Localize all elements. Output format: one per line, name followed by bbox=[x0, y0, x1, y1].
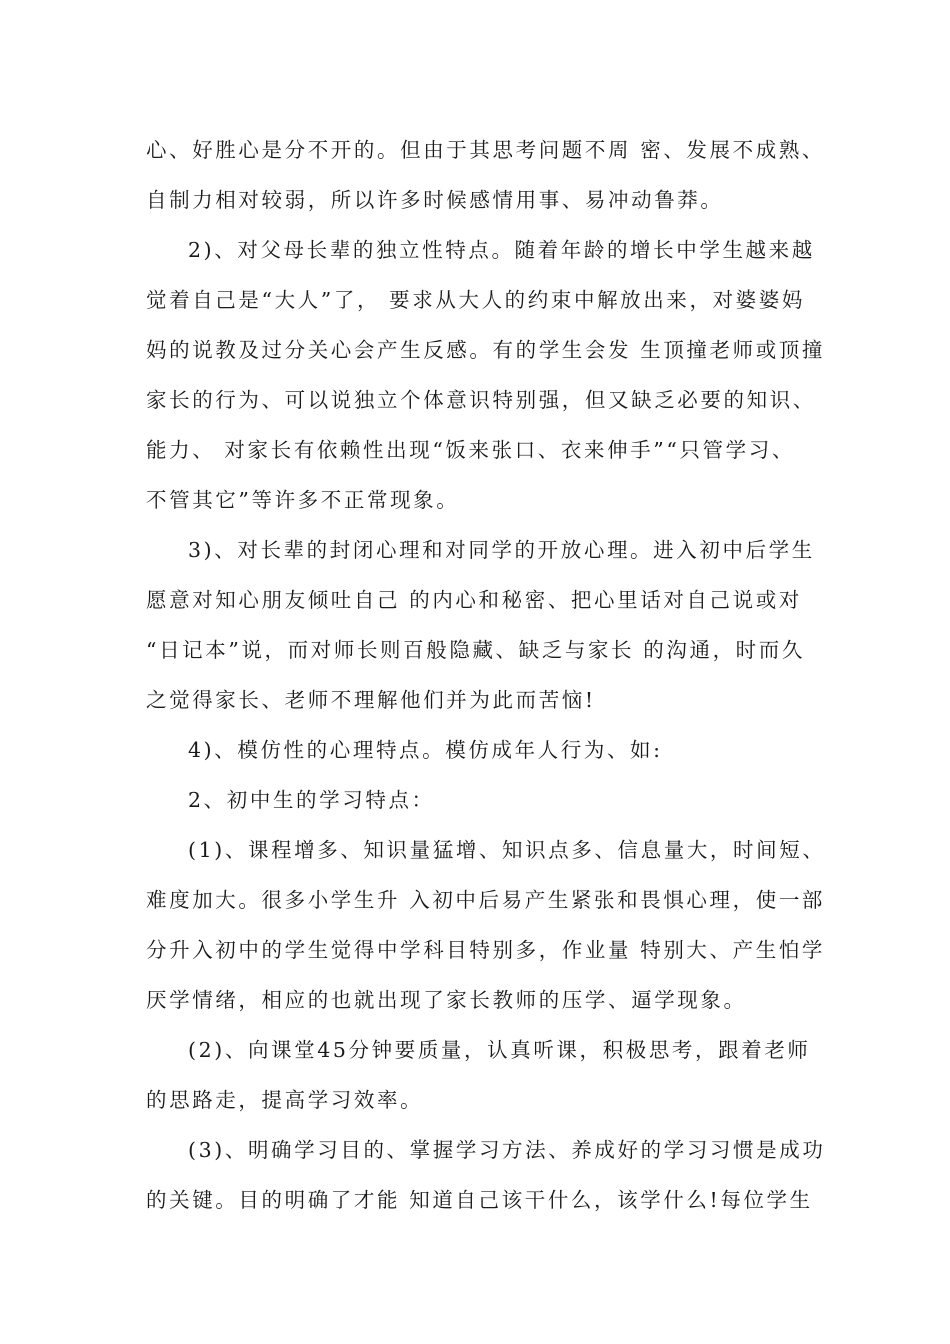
text-line: 不管其它”等许多不正常现象。 bbox=[146, 488, 460, 512]
paragraph-start-line: (3)、明确学习目的、掌握学习方法、养成好的学习习惯是成功 bbox=[188, 1138, 826, 1162]
section-heading: 2、初中生的学习特点： bbox=[188, 788, 435, 812]
paragraph-start-line: 2)、对父母长辈的独立性特点。随着年龄的增长中学生越来越 bbox=[188, 238, 815, 262]
text-line: 心、好胜心是分不开的。但由于其思考问题不周 密、发展不成熟、 bbox=[146, 138, 826, 162]
text-line: 能力、 对家长有依赖性出现“饭来张口、衣来伸手”“只管学习、 bbox=[146, 438, 795, 462]
text-line: 分升入初中的学生觉得中学科目特别多，作业量 特别大、产生怕学 bbox=[146, 938, 826, 962]
paragraph-start-line: (1)、课程增多、知识量猛增、知识点多、信息量大，时间短、 bbox=[188, 838, 826, 862]
text-line: 愿意对知心朋友倾吐自己 的内心和秘密、把心里话对自己说或对 bbox=[146, 588, 802, 612]
paragraph-start-line: 4)、模仿性的心理特点。模仿成年人行为、如: bbox=[188, 738, 663, 762]
text-line: 难度加大。很多小学生升 入初中后易产生紧张和畏惧心理，使一部 bbox=[146, 888, 826, 912]
text-line: “日记本”说，而对师长则百般隐藏、缺乏与家长 的沟通，时而久 bbox=[146, 638, 805, 662]
text-line: 妈的说教及过分关心会产生反感。有的学生会发 生顶撞老师或顶撞 bbox=[146, 338, 826, 362]
text-line: 之觉得家长、老师不理解他们并为此而苦恼! bbox=[146, 688, 596, 712]
text-line: 家长的行为、可以说独立个体意识特别强，但又缺乏必要的知识、 bbox=[146, 388, 816, 412]
paragraph-start-line: 3)、对长辈的封闭心理和对同学的开放心理。进入初中后学生 bbox=[188, 538, 815, 562]
text-line: 厌学情绪，相应的也就出现了家长教师的压学、逼学现象。 bbox=[146, 988, 747, 1012]
text-line: 的关键。目的明确了才能 知道自己该干什么，该学什么!每位学生 bbox=[146, 1188, 813, 1212]
text-line: 觉着自己是“大人”了， 要求从大人的约束中解放出来，对婆婆妈 bbox=[146, 288, 805, 312]
text-line: 自制力相对较弱，所以许多时候感情用事、易冲动鲁莽。 bbox=[146, 188, 724, 212]
text-line: 的思路走，提高学习效率。 bbox=[146, 1088, 424, 1112]
paragraph-start-line: (2)、向课堂45分钟要质量，认真听课，积极思考，跟着老师 bbox=[188, 1038, 811, 1062]
